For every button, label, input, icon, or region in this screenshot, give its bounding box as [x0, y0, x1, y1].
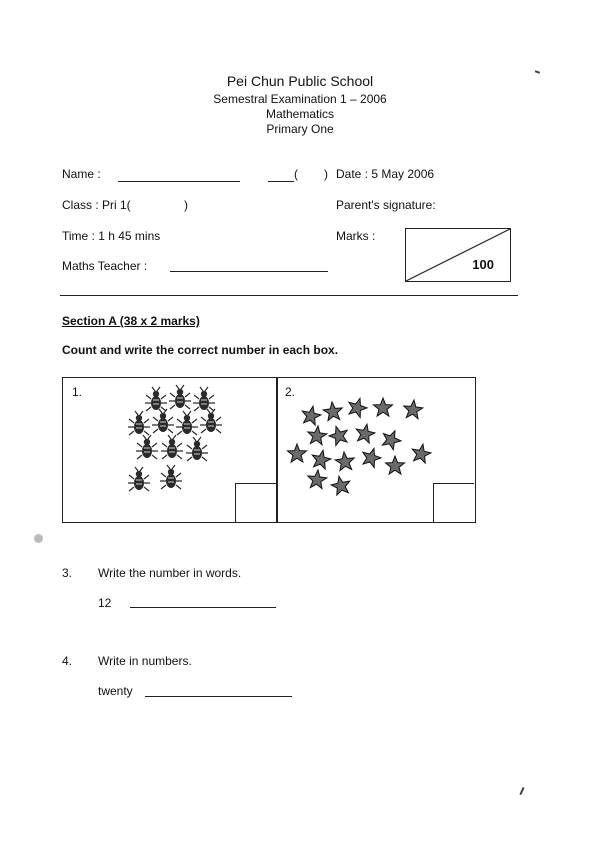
marks-diagonal: [406, 229, 510, 281]
bug-picture: [160, 465, 182, 489]
index-bracket-close: ): [324, 167, 328, 181]
bug-picture: [169, 385, 191, 409]
question-3-number: 3.: [62, 566, 73, 580]
question-4-answer-line[interactable]: [145, 696, 292, 697]
marks-total: 100: [472, 257, 494, 272]
question-2-number: 2.: [285, 385, 296, 399]
star-picture: [312, 450, 331, 469]
teacher-field[interactable]: [170, 271, 328, 272]
star-picture: [363, 448, 381, 467]
bug-picture: [200, 409, 222, 433]
bug-picture: [145, 387, 167, 411]
name-field[interactable]: [118, 181, 240, 182]
star-picture: [374, 398, 393, 416]
bug-picture: [193, 387, 215, 411]
teacher-label: Maths Teacher :: [62, 259, 148, 273]
bug-picture: [176, 411, 198, 435]
star-picture: [308, 426, 327, 445]
section-title: Section A (38 x 2 marks): [62, 314, 200, 328]
star-picture: [349, 398, 367, 417]
bug-picture: [128, 467, 150, 491]
bug-picture: [161, 435, 183, 459]
header-divider: [60, 295, 518, 296]
index-bracket-open: (: [294, 167, 298, 181]
section-instruction: Count and write the correct number in each box.: [62, 343, 339, 357]
school-name: Pei Chun Public School: [226, 73, 374, 89]
time-label: Time : 1 h 45 mins: [62, 229, 161, 243]
question-4-value: twenty: [98, 684, 133, 698]
index-field[interactable]: [268, 181, 294, 182]
star-picture: [323, 402, 342, 421]
question-1-panel: [62, 377, 278, 523]
parent-signature-label: Parent's signature:: [336, 198, 436, 212]
question-4-number: 4.: [62, 654, 73, 668]
star-picture: [331, 476, 350, 495]
date-label: Date : 5 May 2006: [336, 167, 435, 181]
star-picture: [335, 452, 354, 471]
bug-picture: [186, 437, 208, 461]
scan-speck: [34, 534, 43, 543]
scan-speck: [519, 787, 524, 795]
star-picture: [386, 456, 405, 474]
subject: Mathematics: [265, 107, 335, 121]
question-3-text: Write the number in words.: [98, 566, 242, 580]
star-picture: [356, 424, 375, 443]
star-picture: [329, 426, 347, 445]
question-1-number: 1.: [72, 385, 83, 399]
bug-picture: [128, 411, 150, 435]
class-label: Class : Pri 1(: [62, 198, 131, 212]
marks-label: Marks :: [336, 229, 376, 243]
class-bracket-close: ): [184, 198, 188, 212]
marks-box: [405, 228, 511, 282]
question-1-answer-box[interactable]: [235, 483, 276, 522]
question-2-panel: [276, 377, 476, 523]
star-picture: [404, 400, 423, 419]
exam-title: Semestral Examination 1 – 2006: [213, 92, 387, 106]
question-2-answer-box[interactable]: [433, 483, 474, 522]
bug-picture: [152, 409, 174, 433]
question-3-answer-line[interactable]: [130, 607, 276, 608]
star-picture: [308, 470, 327, 489]
star-picture: [412, 444, 431, 463]
star-picture: [382, 431, 401, 450]
question-4-text: Write in numbers.: [98, 654, 192, 668]
scan-speck: [535, 70, 540, 73]
bug-picture: [136, 435, 158, 459]
star-picture: [288, 444, 307, 462]
name-label: Name :: [62, 167, 101, 181]
question-3-value: 12: [98, 596, 112, 610]
star-picture: [302, 406, 321, 425]
level: Primary One: [266, 122, 334, 136]
